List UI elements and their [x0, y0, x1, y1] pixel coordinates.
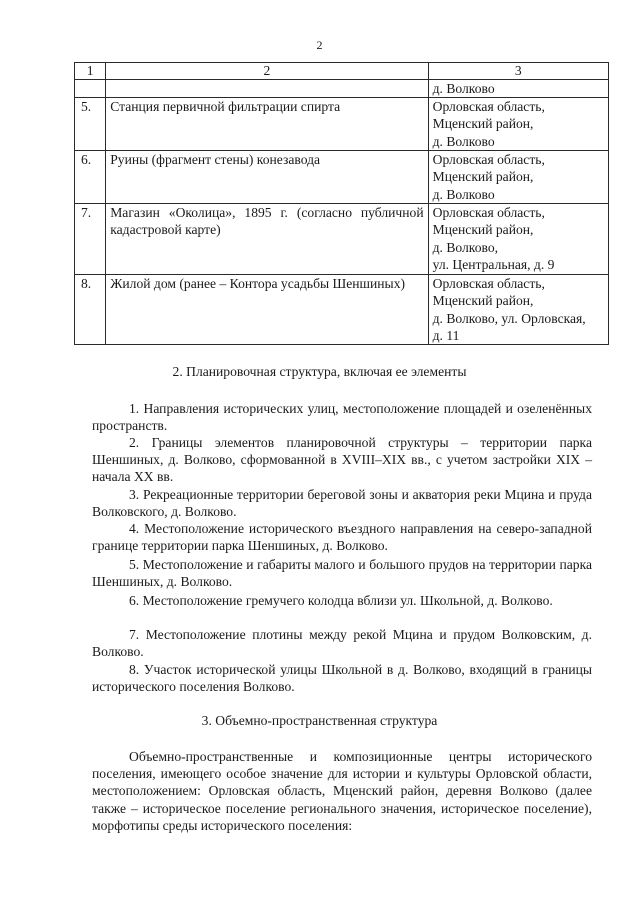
table-row — [75, 275, 609, 345]
location-line: Мценский район, — [432, 116, 534, 132]
table-cell-location — [428, 275, 608, 345]
location-line: д. Волково — [432, 186, 495, 202]
location-line: Орловская область, — [432, 276, 545, 292]
location-line: Орловская область, — [432, 205, 545, 221]
location-line: Мценский район, — [432, 293, 534, 309]
column-header-2: 2 — [106, 63, 428, 80]
table-row — [75, 98, 609, 151]
column-header-3: 3 — [428, 63, 608, 80]
table-cell-location: д. Волково — [428, 80, 608, 98]
location-line: д. Волково, — [432, 239, 499, 255]
section2-item-2: 2. Границы элементов планировочной структуры – территории парка Шеншиных, д. Волково, сформованной в XVIII–XIX вв., с учетом застройки XIX – начала XX вв. — [92, 435, 592, 485]
table-cell-num — [75, 80, 106, 98]
section2-item-3: 3. Рекреационные территории береговой зоны и акватория реки Мцина и пруда Волковского, д. Волково. — [92, 487, 592, 520]
location-line: Орловская область, — [432, 99, 545, 115]
section2-item-7: 7. Местоположение плотины между рекой Мцина и прудом Волковским, д. Волково. — [92, 627, 592, 660]
table-row — [75, 80, 609, 98]
location-line: ул. Центральная, д. 9 — [432, 256, 555, 272]
objects-table — [74, 62, 609, 345]
section2-item-4: 4. Местоположение исторического въездного направления на северо-западной границе территории парка Шеншиных, д. Волково. — [92, 521, 592, 554]
table-cell-name: Магазин «Околица», 1895 г. (согласно публичной кадастровой карте) — [106, 204, 428, 275]
location-line: д. Волково — [432, 133, 495, 149]
page-number: 2 — [316, 38, 323, 52]
table-cell-name — [106, 80, 428, 98]
table-cell-num: 5. — [75, 98, 106, 151]
table-cell-name: Жилой дом (ранее – Контора усадьбы Шеншиных) — [106, 275, 428, 345]
location-line: Мценский район, — [432, 169, 534, 185]
table-cell-location — [428, 204, 608, 275]
section2-item-6: 6. Местоположение гремучего колодца вблизи ул. Школьной, д. Волково. — [129, 593, 553, 608]
table-cell-num: 6. — [75, 151, 106, 204]
table-row — [75, 204, 609, 275]
section2-item-5: 5. Местоположение и габариты малого и большого прудов на территории парка Шеншиных, д. Волково. — [92, 557, 592, 590]
section-heading-planning: 2. Планировочная структура, включая ее элементы — [172, 364, 467, 379]
column-header-1: 1 — [75, 63, 106, 80]
section2-item-1: 1. Направления исторических улиц, местоположение площадей и озеленённых пространств. — [92, 401, 592, 434]
table-cell-location — [428, 98, 608, 151]
table-cell-num: 7. — [75, 204, 106, 275]
location-line: Орловская область, — [432, 152, 545, 168]
table-cell-name: Станция первичной фильтрации спирта — [106, 98, 428, 151]
location-line: д. Волково, ул. Орловская, — [432, 310, 586, 326]
table-cell-name: Руины (фрагмент стены) конезавода — [106, 151, 428, 204]
section3-paragraph: Объемно-пространственные и композиционные центры исторического поселения, имеющего особое значение для истории и культуры Орловской области, местоположением: Орловская область, Мценский район, деревня Волково (далее также – историческое поселение регионального значения, историческое поселение), морфотипы среды исторического поселения: — [92, 749, 592, 833]
table-row — [75, 151, 609, 204]
section-heading-volumetric: 3. Объемно-пространственная структура — [201, 713, 438, 728]
table-header-row — [75, 63, 609, 80]
table-cell-num: 8. — [75, 275, 106, 345]
section2-item-8: 8. Участок исторической улицы Школьной в д. Волково, входящий в границы исторического поселения Волково. — [92, 662, 592, 695]
table-cell-location — [428, 151, 608, 204]
location-line: д. 11 — [432, 327, 460, 343]
location-line: Мценский район, — [432, 222, 534, 238]
